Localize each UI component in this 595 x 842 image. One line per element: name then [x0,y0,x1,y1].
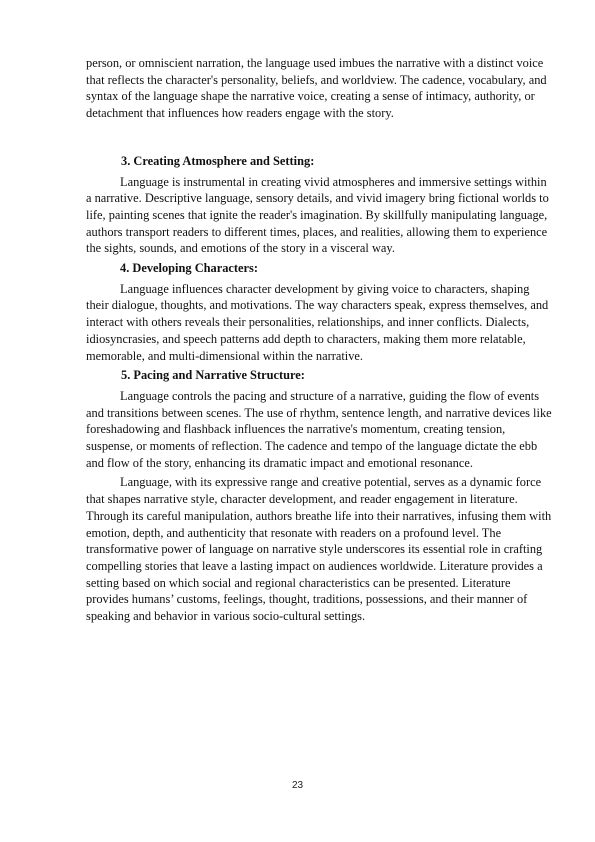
page-number: 23 [291,780,304,791]
heading-developing-characters: 4. Developing Characters: [120,261,258,276]
paragraph-atmosphere-setting: Language is instrumental in creating vivid atmospheres and immersive settings within a narrative. Descriptive language, sensory details, and vivid imagery bring fictional worlds to life, painting scenes that ignite the reader's imagination. By skillfully manipulating language, authors transport readers to different times, places, and realities, allowing them to experience the sights, sounds, and emotions of the story in a visceral way. [86,174,549,256]
document-page [86,55,554,628]
heading-atmosphere-setting: 3. Creating Atmosphere and Setting: [121,153,315,168]
paragraph-developing-characters: Language influences character development by giving voice to characters, shaping their dialogue, thoughts, and motivations. The way characters speak, express themselves, and interact with others reveals their personalities, relationships, and inner conflicts. Dialects, idiosyncrasies, and speech patterns add depth to characters, making them more relatable, memorable, and multi-dimensional within the narrative. [86,281,549,363]
paragraph-conclusion: Language, with its expressive range and creative potential, serves as a dynamic force that shapes narrative style, character development, and reader engagement in literature. Through its careful manipulation, authors breathe life into their narratives, infusing them with emotion, depth, and authenticity that resonate with readers on a profound level. The transformative power of language on narrative style underscores its essential role in crafting compelling stories that leave a lasting impact on audiences worldwide. Literature provides a setting based on which social and regional characteristics can be presented. Literature provides humans’ customs, feelings, thought, traditions, possessions, and their manner of speaking and behavior in various socio-cultural settings. [86,475,552,624]
paragraph-narrative-voice: person, or omniscient narration, the language used imbues the narrative with a distinct voice that reflects the character's personality, beliefs, and worldview. The cadence, vocabulary, and syntax of the language shape the narrative voice, creating a sense of intimacy, authority, or detachment that influences how readers engage with the story. [86,56,547,121]
heading-pacing-structure: 5. Pacing and Narrative Structure: [121,368,305,383]
section-gap [86,125,554,153]
paragraph-pacing-structure: Language controls the pacing and structure of a narrative, guiding the flow of events and transitions between scenes. The use of rhythm, sentence length, and narrative devices like foreshadowing and flashback influences the narrative's momentum, creating tension, suspense, or moments of reflection. The cadence and tempo of the language dictate the ebb and flow of the story, enhancing its dramatic impact and emotional resonance. [86,388,552,470]
